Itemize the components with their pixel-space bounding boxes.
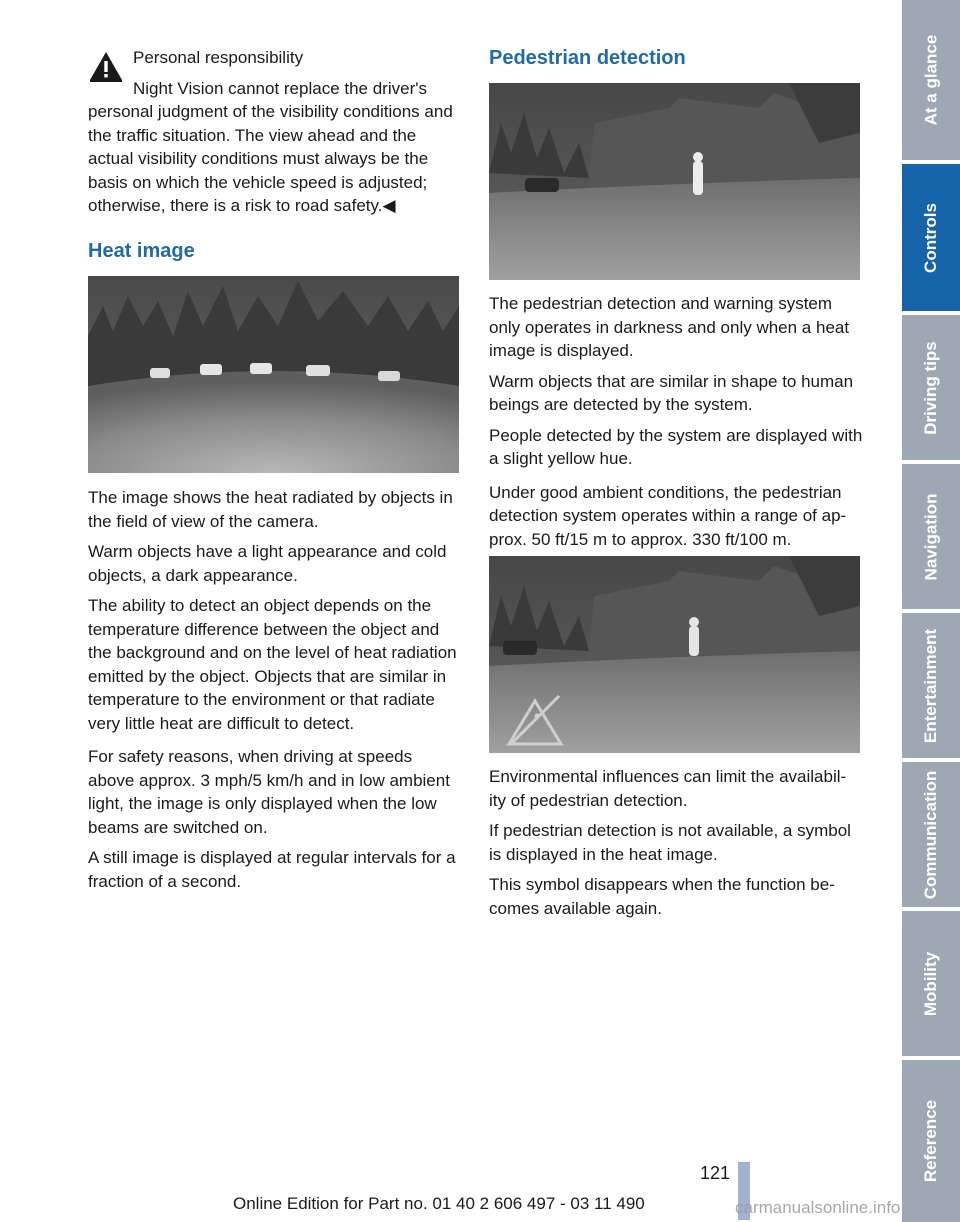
heat-paragraph-5: A still image is displayed at regular intervals for a fraction of a second. [88, 848, 456, 891]
pedestrian-paragraph-3: People detected by the system are displayed with a slight yellow hue. [489, 425, 863, 468]
chapter-tabs [902, 0, 960, 1222]
heat-paragraph-1: The image shows the heat radiated by objects in the field of view of the camera. [88, 488, 453, 531]
warning-text-first: Night Vision cannot replace the driver's [133, 79, 427, 98]
warning-title: Personal responsibility [133, 48, 304, 67]
pedestrian-paragraph-4: Under good ambient conditions, the pedestrian detection system operates within a range of ap-prox. 50 ft/15 m to approx. 330 ft/100 m. [489, 482, 847, 549]
warning-triangle-icon [88, 50, 124, 84]
tab-reference[interactable]: Reference [902, 1060, 960, 1222]
tab-navigation[interactable]: Navigation [902, 464, 960, 609]
pedestrian-unavailable-figure [489, 556, 860, 753]
heat-image-figure [88, 276, 459, 473]
warning-text: personal judgment of the visibility conditions and the traffic situation. The view ahead and the actual visibility conditions must always be the basis on which the vehicle speed is adjusted; otherwise, there is a risk to road safety.◀ [88, 102, 453, 215]
heat-image-heading: Heat image [88, 240, 195, 262]
pedestrian-paragraph-2: Warm objects that are similar in shape to human beings are detected by the system. [489, 371, 854, 414]
heat-paragraph-2: Warm objects have a light appearance and cold objects, a dark appearance. [88, 542, 447, 585]
tab-mobility[interactable]: Mobility [902, 911, 960, 1056]
availability-paragraph-3: This symbol disappears when the function be-comes available again. [489, 875, 835, 918]
heat-paragraph-3: The ability to detect an object depends on the temperature difference between the object and the background and on the level of heat radiation emitted by the object. Objects that are similar in temperature to the environment or that radiate very little heat are difficult to detect. [88, 596, 457, 733]
watermark: carmanualsonline.info [735, 1198, 901, 1217]
availability-paragraph-1: Environmental influences can limit the availabil-ity of pedestrian detection. [489, 767, 847, 810]
pedestrian-paragraph-1: The pedestrian detection and warning system only operates in darkness and only when a heat image is displayed. [489, 294, 850, 360]
heat-paragraph-4: For safety reasons, when driving at speeds above approx. 3 mph/5 km/h and in low ambient light, the image is only displayed when the low beams are switched on. [88, 747, 450, 837]
tab-driving-tips[interactable]: Driving tips [902, 315, 960, 460]
page-number: 121 [700, 1163, 731, 1183]
tab-communication[interactable]: Communication [902, 762, 960, 907]
pedestrian-image-figure [489, 83, 860, 280]
availability-paragraph-2: If pedestrian detection is not available, a symbol is displayed in the heat image. [489, 821, 851, 864]
pedestrian-detection-heading: Pedestrian detection [489, 47, 686, 69]
edition-footer: Online Edition for Part no. 01 40 2 606 497 - 03 11 490 [233, 1194, 645, 1213]
tab-entertainment[interactable]: Entertainment [902, 613, 960, 758]
tab-at-a-glance[interactable]: At a glance [902, 0, 960, 160]
tab-controls[interactable]: Controls [902, 164, 960, 311]
